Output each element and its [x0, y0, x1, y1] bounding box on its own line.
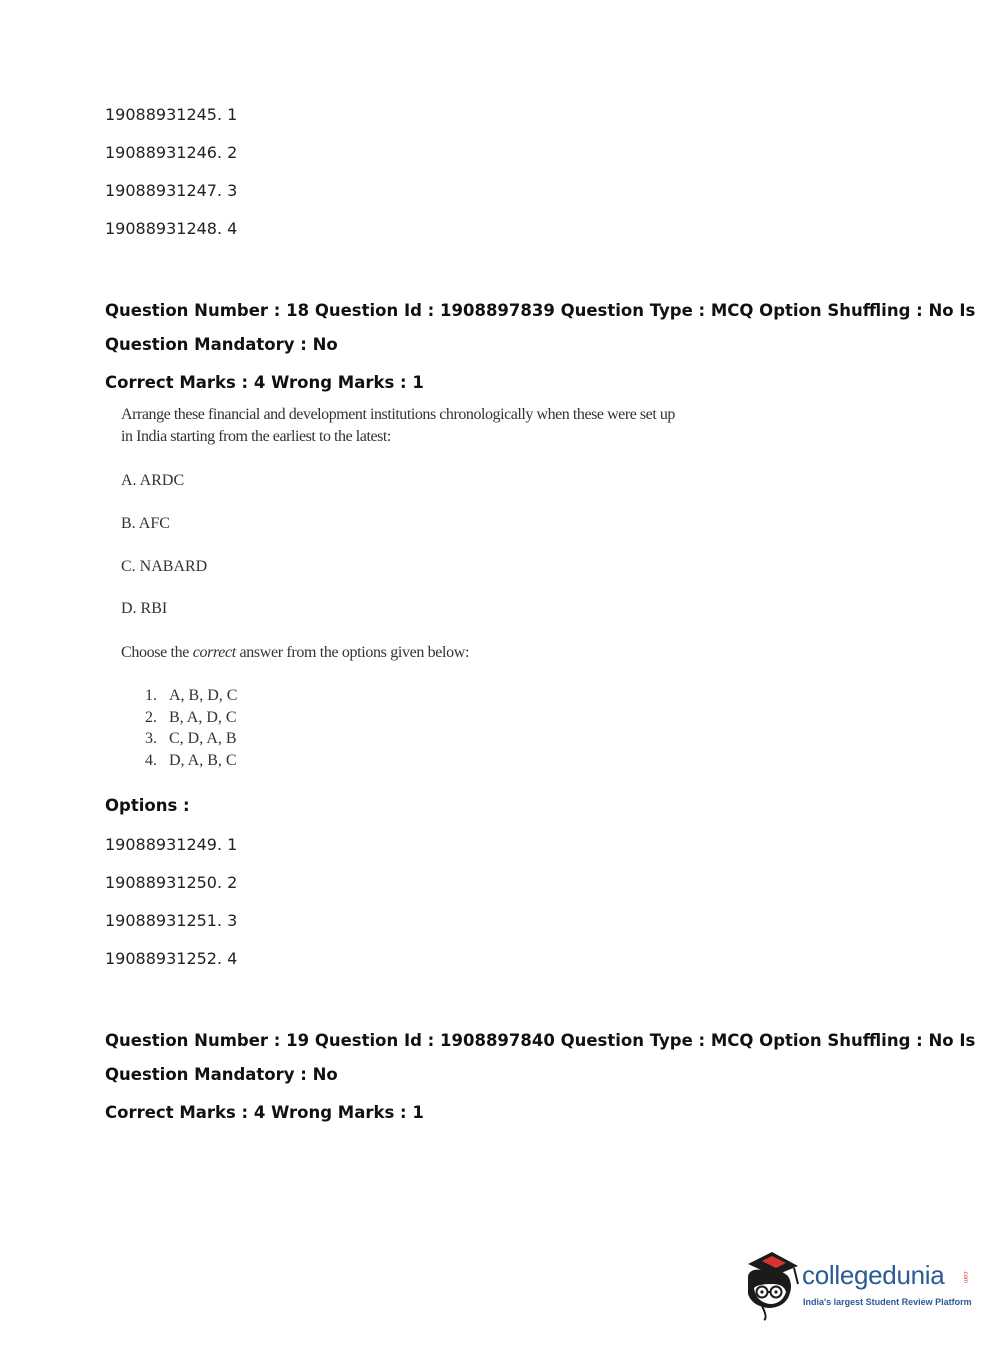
option-row: 19088931247. 3	[105, 181, 238, 200]
logo-suffix: .com	[962, 1270, 968, 1284]
question-header: Question Number : 18 Question Id : 1908897839 Question Type : MCQ Option Shuffling : No Is	[105, 301, 976, 320]
question-marks: Correct Marks : 4 Wrong Marks : 1	[105, 373, 424, 392]
answer-choice: 3. C, D, A, B	[145, 730, 237, 747]
statement-item: C. NABARD	[121, 558, 208, 575]
answer-choice: 2. B, A, D, C	[145, 709, 237, 726]
statement-item: A. ARDC	[121, 472, 185, 489]
options-label: Options :	[105, 796, 190, 815]
answer-choice: 4. D, A, B, C	[145, 752, 237, 769]
mascot-icon	[742, 1246, 804, 1322]
question-marks: Correct Marks : 4 Wrong Marks : 1	[105, 1103, 424, 1122]
collegedunia-logo	[742, 1246, 972, 1322]
statement-item: B. AFC	[121, 515, 170, 532]
option-row: 19088931246. 2	[105, 143, 238, 162]
question-header: Question Number : 19 Question Id : 1908897840 Question Type : MCQ Option Shuffling : No Is	[105, 1031, 976, 1050]
option-row: 19088931245. 1	[105, 105, 238, 124]
instruction-text: Choose the correct answer from the options given below:	[121, 644, 470, 661]
option-row: 19088931248. 4	[105, 219, 238, 238]
logo-tagline: India's largest Student Review Platform	[803, 1297, 972, 1307]
question-stem: in India starting from the earliest to the latest:	[121, 428, 391, 445]
answer-choice: 1. A, B, D, C	[145, 687, 238, 704]
option-row: 19088931250. 2	[105, 873, 238, 892]
logo-wordmark: collegedunia	[802, 1260, 945, 1290]
option-row: 19088931249. 1	[105, 835, 238, 854]
option-row: 19088931251. 3	[105, 911, 238, 930]
statement-item: D. RBI	[121, 600, 168, 617]
question-stem: Arrange these financial and development institutions chronologically when these were set up	[121, 406, 675, 423]
question-header-cont: Question Mandatory : No	[105, 1065, 338, 1084]
option-row: 19088931252. 4	[105, 949, 238, 968]
question-header-cont: Question Mandatory : No	[105, 335, 338, 354]
